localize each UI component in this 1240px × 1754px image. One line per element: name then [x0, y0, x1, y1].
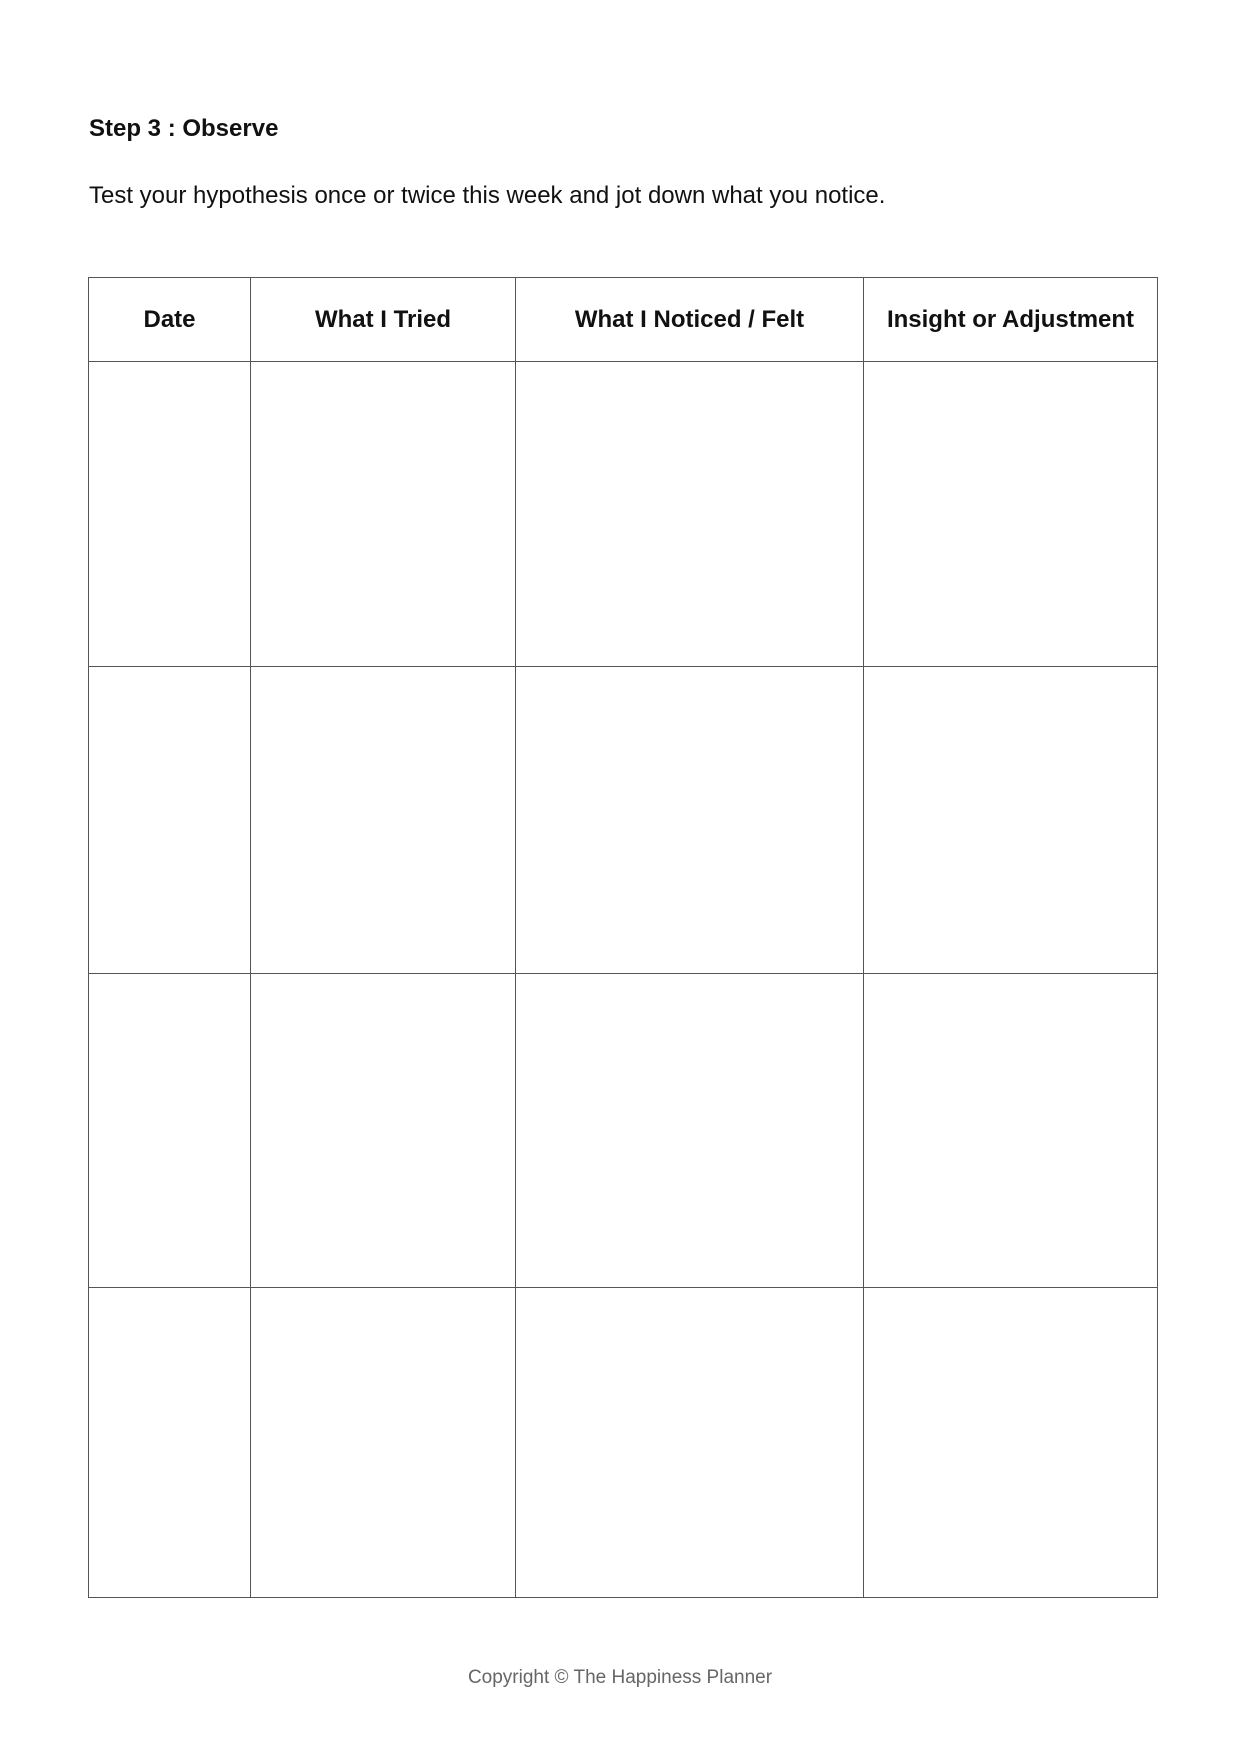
table-row [89, 362, 1158, 667]
what-i-tried-cell[interactable] [251, 974, 516, 1288]
copyright-footer: Copyright © The Happiness Planner [467, 1667, 773, 1688]
header-date: Date [89, 278, 251, 362]
what-i-noticed-cell[interactable] [516, 362, 864, 667]
date-cell[interactable] [89, 667, 251, 974]
header-what-i-tried: What I Tried [251, 278, 516, 362]
insight-cell[interactable] [864, 667, 1158, 974]
what-i-tried-cell[interactable] [251, 1288, 516, 1598]
what-i-noticed-cell[interactable] [516, 1288, 864, 1598]
observation-log-table [88, 277, 1158, 1598]
header-what-i-noticed-felt: What I Noticed / Felt [516, 278, 864, 362]
insight-cell[interactable] [864, 974, 1158, 1288]
table-row [89, 667, 1158, 974]
what-i-noticed-cell[interactable] [516, 667, 864, 974]
table-row [89, 974, 1158, 1288]
page-heading: Step 3 : Observe [89, 115, 279, 142]
date-cell[interactable] [89, 1288, 251, 1598]
header-insight-or-adjustment: Insight or Adjustment [864, 278, 1158, 362]
instruction-text: Test your hypothesis once or twice this week and jot down what you notice. [89, 182, 886, 209]
date-cell[interactable] [89, 974, 251, 1288]
what-i-tried-cell[interactable] [251, 667, 516, 974]
table-header-row [89, 278, 1158, 362]
insight-cell[interactable] [864, 1288, 1158, 1598]
what-i-noticed-cell[interactable] [516, 974, 864, 1288]
date-cell[interactable] [89, 362, 251, 667]
insight-cell[interactable] [864, 362, 1158, 667]
what-i-tried-cell[interactable] [251, 362, 516, 667]
table-row [89, 1288, 1158, 1598]
